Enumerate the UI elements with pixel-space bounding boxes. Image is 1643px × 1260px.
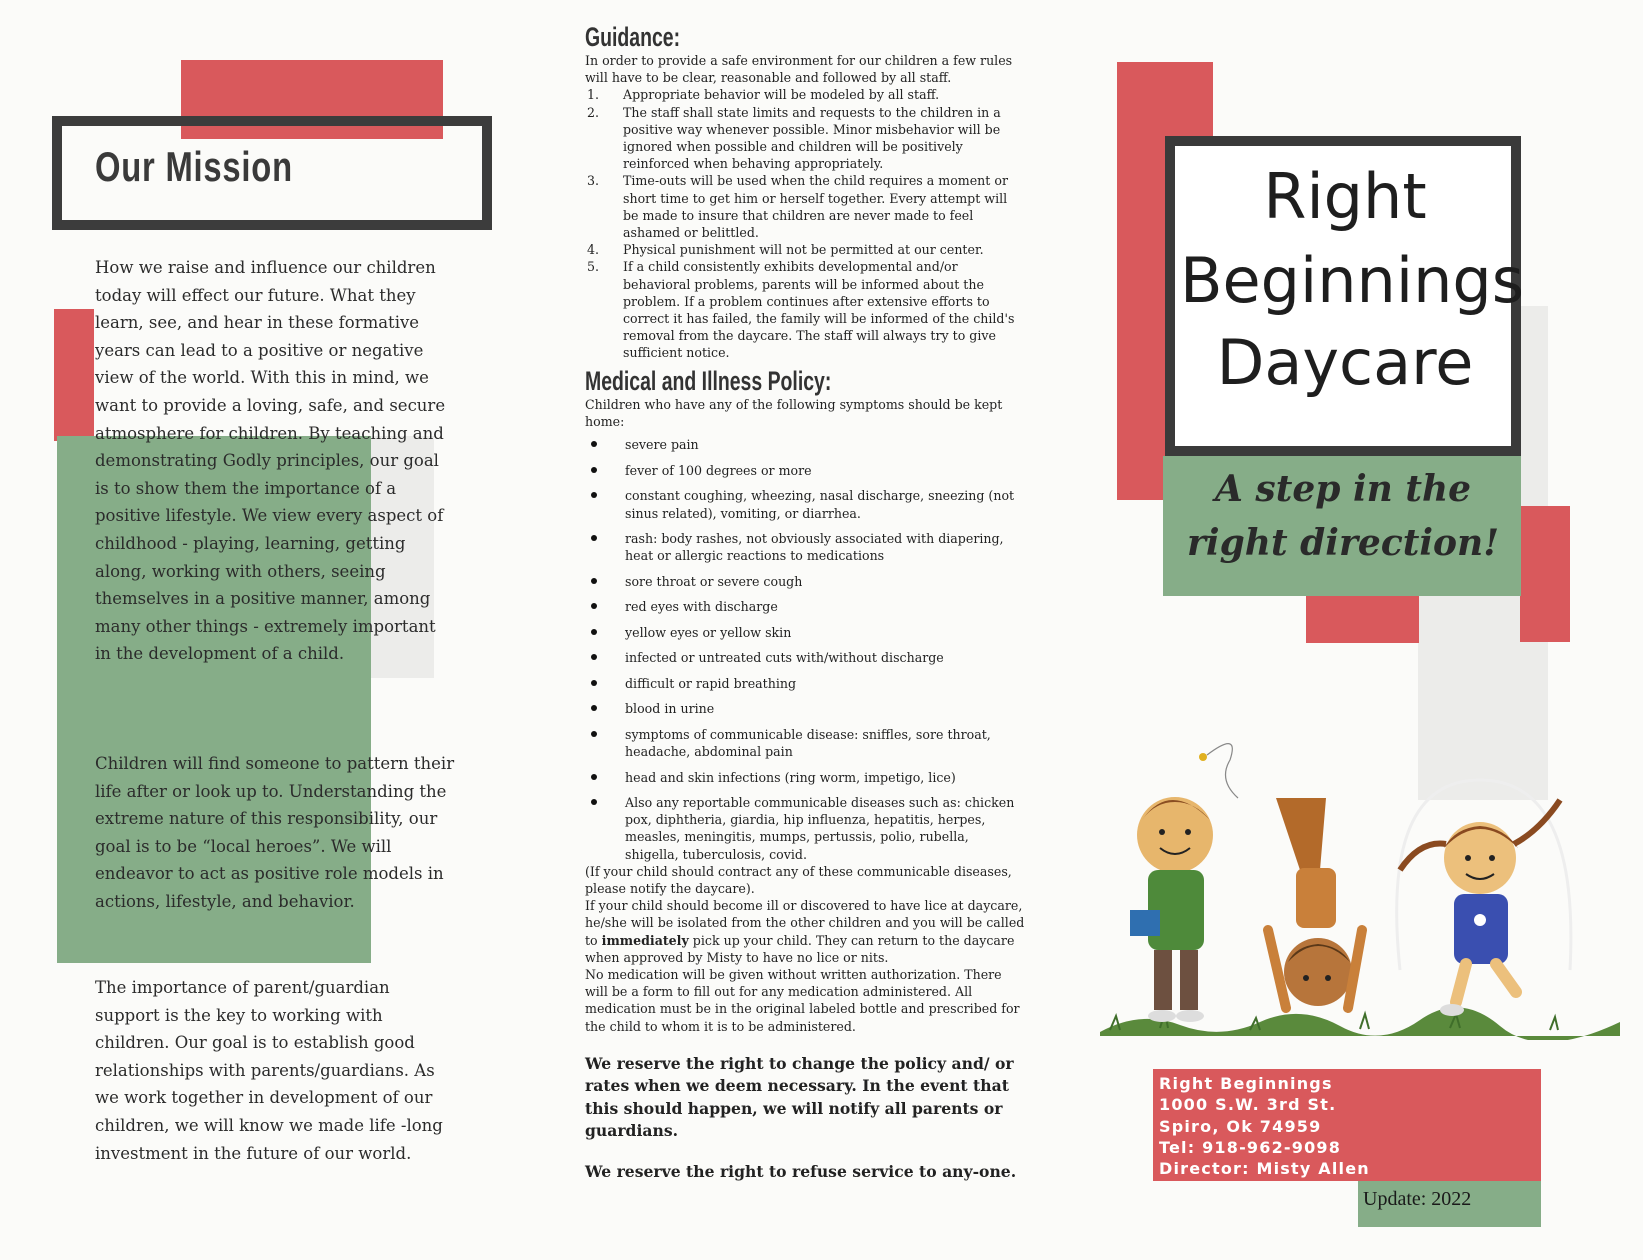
- list-item: [585, 598, 1025, 615]
- rule-number: 1.: [587, 87, 600, 103]
- lice-policy: [585, 897, 1025, 966]
- rule-text: The staff shall state limits and requests to the children in a positive way whenever possible. Minor misbehavior will be ignored when possible and children will be positively reinforced when behaving appropriately.: [623, 104, 1001, 172]
- reserve-policy-notice: We reserve the right to change the policy and/ or rates when we deem necessary. In the event that this should happen, we will notify all parents or guardians.: [585, 1053, 1014, 1141]
- mission-text-3: The importance of parent/guardian support is the key to working with children. Our goal is to establish good relationships with parents/guardians. As we work together in development of our children, we will know we made life -long investment in the future of our world.: [95, 978, 443, 1163]
- contact-phone: Tel: 918-962-9098: [1159, 1137, 1342, 1157]
- list-item: [585, 86, 1025, 103]
- mission-paragraph-1: [95, 254, 455, 696]
- guidance-section: [585, 22, 1025, 362]
- mission-paragraph-3: [95, 974, 455, 1195]
- rule-text: If a child consistently exhibits developmental and/or behavioral problems, parents will be informed about the problem. If a problem continues after extensive efforts to correct it has failed, the family will be informed of the child's removal from the daycare. The staff will always try to give sufficient notice.: [623, 259, 1015, 361]
- list-item: [585, 573, 1025, 590]
- bullet-icon: [591, 654, 597, 660]
- symptom-text: yellow eyes or yellow skin: [625, 624, 792, 640]
- list-item: [585, 530, 1025, 564]
- list-item: [585, 675, 1025, 692]
- symptom-text: difficult or rapid breathing: [625, 675, 797, 691]
- list-item: [585, 624, 1025, 641]
- guidance-rules: [585, 86, 1025, 361]
- symptom-text: blood in urine: [625, 701, 715, 717]
- lice-text-end: pick up your child. They can return to the daycare when approved by Misty to have no lice or nits.: [585, 932, 1015, 965]
- decor-red-block-left: [54, 309, 94, 441]
- symptom-text: red eyes with discharge: [625, 599, 778, 615]
- contact-name: Right Beginnings: [1159, 1074, 1333, 1093]
- list-item: [585, 172, 1025, 241]
- guidance-intro: In order to provide a safe environment for our children a few rules will have to be clear, reasonable and followed by all staff.: [585, 53, 1013, 86]
- rule-text: Time-outs will be used when the child requires a moment or short time to get him or herself together. Every attempt will be made to insure that children are never made to feel ashamed or belittled.: [623, 173, 1008, 241]
- list-item: [585, 649, 1025, 666]
- symptom-text: severe pain: [625, 437, 699, 453]
- symptom-text: constant coughing, wheezing, nasal discharge, sneezing (not sinus related), vomiting, or diarrhea.: [625, 488, 1015, 521]
- bullet-icon: [591, 467, 597, 473]
- title-right: Right: [1263, 160, 1427, 233]
- rule-number: 2.: [587, 104, 600, 120]
- children-illustration: [1100, 740, 1620, 1040]
- rule-text: Appropriate behavior will be modeled by all staff.: [623, 87, 940, 103]
- list-item: [585, 241, 1025, 258]
- medical-title: Medical and Illness Policy:: [585, 366, 832, 396]
- lice-text-bold: immediately: [601, 932, 689, 948]
- symptom-list: [585, 436, 1025, 862]
- list-item: [585, 104, 1025, 173]
- rule-number: 4.: [587, 242, 600, 258]
- reserve-refuse-notice: We reserve the right to refuse service to any-one.: [585, 1161, 1017, 1181]
- bullet-icon: [591, 629, 597, 635]
- guidance-title: Guidance:: [585, 22, 681, 52]
- bullet-icon: [591, 705, 597, 711]
- list-item: [585, 462, 1025, 479]
- contact-city: Spiro, Ok 74959: [1159, 1116, 1322, 1136]
- bullet-icon: [591, 774, 597, 780]
- bullet-icon: [591, 535, 597, 541]
- symptom-text: rash: body rashes, not obviously associated with diapering, heat or allergic reactions to medications: [625, 531, 1004, 564]
- bullet-icon: [591, 731, 597, 737]
- tagline: A step in the right direction!: [1186, 468, 1500, 564]
- update-label: Update: 2022: [1358, 1181, 1541, 1227]
- rule-number: 5.: [587, 259, 600, 275]
- title-beginnings: Beginnings: [1180, 244, 1525, 317]
- list-item: [585, 726, 1025, 760]
- rule-number: 3.: [587, 173, 600, 189]
- mission-text-1: How we raise and influence our children today will effect our future. What they learn, see, and hear in these formative years can lead to a positive or negative view of the world. With this in mind, we want to provide a loving, safe, and secure atmosphere for children. By teaching and demonstrating Godly principles, our goal is to show them the importance of a positive lifestyle. We view every aspect of childhood - playing, learning, getting along, working with others, seeing themselves in a positive manner, among many other things - extremely important in the development of a child.: [95, 258, 446, 664]
- symptom-text: head and skin infections (ring worm, impetigo, lice): [625, 769, 956, 785]
- symptom-text: fever of 100 degrees or more: [625, 462, 812, 478]
- list-item: [585, 794, 1025, 863]
- medical-intro: Children who have any of the following symptoms should be kept home:: [585, 397, 1003, 430]
- title-daycare: Daycare: [1216, 326, 1474, 399]
- mission-paragraph-2: [95, 750, 455, 944]
- rule-text: Physical punishment will not be permitted at our center.: [623, 242, 984, 258]
- symptom-text: Also any reportable communicable diseases such as: chicken pox, diphtheria, giardia, hip influenza, hepatitis, herpes, measles, meningitis, mumps, pertussis, polio, rubella, shigella, tuberculosis, covid.: [625, 795, 1015, 862]
- contact-block: [1153, 1069, 1541, 1181]
- symptom-text: infected or untreated cuts with/without discharge: [625, 650, 944, 666]
- bullet-icon: [591, 492, 597, 498]
- list-item: [585, 258, 1025, 361]
- contact-director: Director: Misty Allen: [1159, 1159, 1370, 1179]
- list-item: [585, 487, 1025, 521]
- bullet-icon: [591, 441, 597, 447]
- mission-title: Our Mission: [95, 143, 293, 190]
- list-item: [585, 436, 1025, 453]
- medication-policy: No medication will be given without written authorization. There will be a form to fill out for any medication administered. All medication must be in the original labeled bottle and prescribed for the child to whom it is to be administered.: [585, 967, 1020, 1034]
- contact-address: 1000 S.W. 3rd St.: [1159, 1095, 1337, 1115]
- bullet-icon: [591, 799, 597, 805]
- bullet-icon: [591, 680, 597, 686]
- list-item: [585, 700, 1025, 717]
- lice-text-start: If your child should become ill or discovered to have lice at daycare, he/she will be isolated from the other children and you will be called to: [585, 898, 1025, 948]
- list-item: [585, 769, 1025, 786]
- mission-text-2: Children will find someone to pattern their life after or look up to. Understanding the extreme nature of this responsibility, our goal is to be “local heroes”. We will endeavor to act as positive role models in actions, lifestyle, and behavior.: [95, 754, 455, 911]
- decor-red-bar-right: [1520, 506, 1570, 642]
- symptom-text: sore throat or severe cough: [625, 573, 803, 589]
- notify-note: (If your child should contract any of these communicable diseases, please notify the daycare).: [585, 863, 1012, 897]
- symptom-text: symptoms of communicable disease: sniffles, sore throat, headache, abdominal pain: [625, 726, 991, 760]
- bullet-icon: [591, 578, 597, 584]
- bullet-icon: [591, 603, 597, 609]
- medical-section: [585, 366, 1025, 1183]
